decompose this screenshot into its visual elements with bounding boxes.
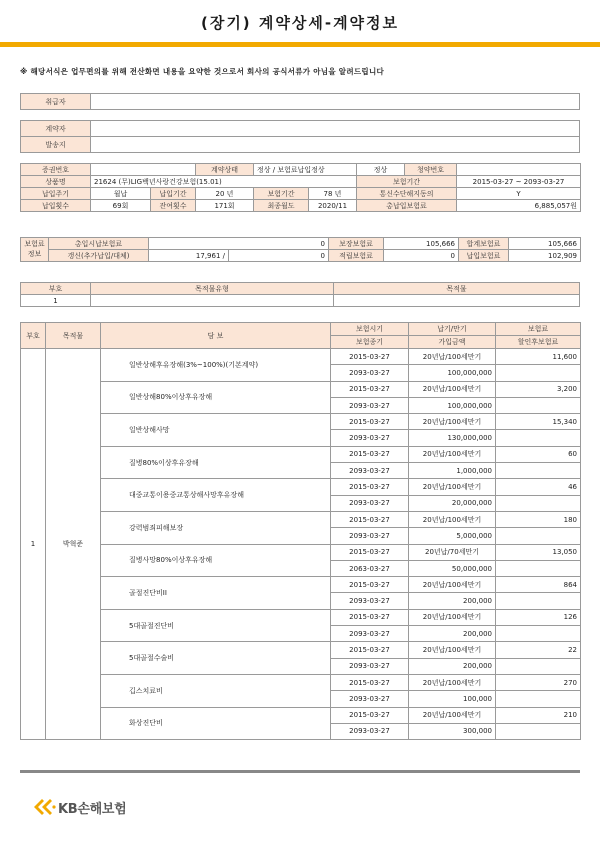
status-value: 정상 / 보험료납입정상 bbox=[254, 164, 357, 176]
disclaimer-notice: ※ 해당서식은 업무편의를 위해 전산화면 내용을 요약한 것으로서 회사의 공식서류가 아님을 알려드립니다 bbox=[20, 67, 385, 76]
coverage-term: 20년납/100세만기 bbox=[409, 479, 496, 495]
coverage-premium: 180 bbox=[496, 511, 581, 527]
coverage-term: 20년납/100세만기 bbox=[409, 349, 496, 365]
first-premium-value: 0 bbox=[149, 238, 329, 250]
coverage-term: 20년납/100세만기 bbox=[409, 642, 496, 658]
purpose-col-type: 목적물유형 bbox=[91, 283, 334, 295]
coverage-end: 2063-03-27 bbox=[331, 560, 409, 576]
coverage-row bbox=[21, 577, 581, 593]
coverage-row bbox=[21, 511, 581, 527]
coverage-premium: 60 bbox=[496, 446, 581, 462]
coverage-discount bbox=[496, 495, 581, 511]
coverage-amount: 5,000,000 bbox=[409, 528, 496, 544]
product-label: 상품명 bbox=[21, 176, 91, 188]
coverage-row bbox=[21, 707, 581, 723]
coverage-amount: 100,000,000 bbox=[409, 365, 496, 381]
coverage-amount: 200,000 bbox=[409, 593, 496, 609]
comm-consent-label: 통신수단해지동의 bbox=[357, 188, 457, 200]
pay-period-label: 납입기간 bbox=[151, 188, 196, 200]
coverage-start: 2015-03-27 bbox=[331, 544, 409, 560]
coverage-start: 2015-03-27 bbox=[331, 609, 409, 625]
parties-table bbox=[20, 120, 580, 153]
coverage-term: 20년납/100세만기 bbox=[409, 381, 496, 397]
col-premium: 보험료 bbox=[496, 323, 581, 336]
coverage-row bbox=[21, 414, 581, 430]
status-label: 계약상태 bbox=[196, 164, 254, 176]
coverage-discount bbox=[496, 723, 581, 739]
pay-cycle-value: 월납 bbox=[91, 188, 151, 200]
purpose-row-target bbox=[334, 295, 580, 307]
renewal-value: 17,961 / bbox=[149, 250, 229, 262]
coverage-premium: 13,050 bbox=[496, 544, 581, 560]
coverage-discount bbox=[496, 430, 581, 446]
purpose-col-no: 부호 bbox=[21, 283, 91, 295]
purpose-row-type bbox=[91, 295, 334, 307]
coverage-row bbox=[21, 642, 581, 658]
coverage-discount bbox=[496, 560, 581, 576]
sender-value bbox=[91, 137, 580, 153]
sum-premium-value: 105,666 bbox=[509, 238, 581, 250]
coverage-name: 일반상해후유장해(3%~100%)(기본계약) bbox=[101, 349, 331, 382]
coverage-amount: 200,000 bbox=[409, 658, 496, 674]
coverage-amount: 200,000 bbox=[409, 626, 496, 642]
contractor-label: 계약자 bbox=[21, 121, 91, 137]
coverage-row bbox=[21, 609, 581, 625]
coverage-end: 2093-03-27 bbox=[331, 365, 409, 381]
paid-premium-label: 납입보험료 bbox=[459, 250, 509, 262]
coverage-table bbox=[20, 322, 581, 740]
coverage-premium: 210 bbox=[496, 707, 581, 723]
coverage-end: 2093-03-27 bbox=[331, 593, 409, 609]
coverage-premium: 11,600 bbox=[496, 349, 581, 365]
coverage-name: 강력범죄피해보장 bbox=[101, 511, 331, 544]
coverage-amount: 20,000,000 bbox=[409, 495, 496, 511]
coverage-amount: 100,000,000 bbox=[409, 397, 496, 413]
coverage-term: 20년납/100세만기 bbox=[409, 577, 496, 593]
policy-no-label: 증권번호 bbox=[21, 164, 91, 176]
sum-premium-label: 합계보험료 bbox=[459, 238, 509, 250]
pay-cycle-label: 납입주기 bbox=[21, 188, 91, 200]
coverage-start: 2015-03-27 bbox=[331, 511, 409, 527]
period-value: 2015-03-27 ~ 2093-03-27 bbox=[457, 176, 581, 188]
remain-value: 171회 bbox=[196, 200, 254, 212]
coverage-start: 2015-03-27 bbox=[331, 349, 409, 365]
subscription-no-label: 청약번호 bbox=[405, 164, 457, 176]
policy-no-value bbox=[91, 164, 196, 176]
coverage-target-name: 박혁준 bbox=[46, 349, 101, 740]
contractor-value bbox=[91, 121, 580, 137]
coverage-discount bbox=[496, 593, 581, 609]
coverage-term: 20년납/100세만기 bbox=[409, 609, 496, 625]
coverage-name: 일반상해사망 bbox=[101, 414, 331, 447]
ins-period-label: 보험기간 bbox=[254, 188, 309, 200]
coverage-name: 대중교통이용중교통상해사망후유장해 bbox=[101, 479, 331, 512]
coverage-term: 20년납/100세만기 bbox=[409, 674, 496, 690]
col-term: 납기/만기 bbox=[409, 323, 496, 336]
coverage-start: 2015-03-27 bbox=[331, 414, 409, 430]
page-title: (장기) 계약상세-계약정보 bbox=[200, 14, 400, 32]
coverage-discount bbox=[496, 397, 581, 413]
total-paid-label: 총납입보험료 bbox=[357, 200, 457, 212]
renewal-label: 갱신(추가납입/대체) bbox=[49, 250, 149, 262]
col-start: 보험시기 bbox=[331, 323, 409, 336]
coverage-discount bbox=[496, 463, 581, 479]
coverage-end: 2093-03-27 bbox=[331, 658, 409, 674]
coverage-discount bbox=[496, 691, 581, 707]
coverage-name: 깁스치료비 bbox=[101, 674, 331, 707]
coverage-discount bbox=[496, 528, 581, 544]
status-value-2: 정상 bbox=[357, 164, 405, 176]
coverage-amount: 1,000,000 bbox=[409, 463, 496, 479]
coverage-row bbox=[21, 479, 581, 495]
coverage-name: 5대골절진단비 bbox=[101, 609, 331, 642]
coverage-amount: 130,000,000 bbox=[409, 430, 496, 446]
coverage-end: 2093-03-27 bbox=[331, 723, 409, 739]
footer-divider bbox=[20, 770, 580, 773]
handler-value bbox=[91, 94, 580, 110]
coverage-amount: 300,000 bbox=[409, 723, 496, 739]
coverage-term: 20년납/100세만기 bbox=[409, 414, 496, 430]
coverage-end: 2093-03-27 bbox=[331, 495, 409, 511]
handler-label: 취급자 bbox=[21, 94, 91, 110]
reserve-premium-label: 적립보험료 bbox=[329, 250, 384, 262]
coverage-row bbox=[21, 674, 581, 690]
coverage-start: 2015-03-27 bbox=[331, 707, 409, 723]
coverage-premium: 270 bbox=[496, 674, 581, 690]
coverage-end: 2093-03-27 bbox=[331, 397, 409, 413]
coverage-target-no: 1 bbox=[21, 349, 46, 740]
kb-star-icon bbox=[30, 797, 56, 817]
coverage-amount: 50,000,000 bbox=[409, 560, 496, 576]
contract-table bbox=[20, 163, 581, 212]
coverage-end: 2093-03-27 bbox=[331, 626, 409, 642]
last-month-value: 2020/11 bbox=[309, 200, 357, 212]
ins-period-value: 78 년 bbox=[309, 188, 357, 200]
first-premium-label: 총입시납보험료 bbox=[49, 238, 149, 250]
coverage-premium: 22 bbox=[496, 642, 581, 658]
coverage-term: 20년납/100세만기 bbox=[409, 511, 496, 527]
coverage-premium: 3,200 bbox=[496, 381, 581, 397]
renewal-value-2: 0 bbox=[229, 250, 329, 262]
coverage-start: 2015-03-27 bbox=[331, 381, 409, 397]
remain-label: 잔여횟수 bbox=[151, 200, 196, 212]
coverage-discount bbox=[496, 658, 581, 674]
coverage-start: 2015-03-27 bbox=[331, 642, 409, 658]
coverage-row bbox=[21, 446, 581, 462]
coverage-term: 20년납/70세만기 bbox=[409, 544, 496, 560]
purpose-col-target: 목적물 bbox=[334, 283, 580, 295]
purpose-row-no: 1 bbox=[21, 295, 91, 307]
coverage-end: 2093-03-27 bbox=[331, 463, 409, 479]
coverage-term: 20년납/100세만기 bbox=[409, 446, 496, 462]
comm-consent-value: Y bbox=[457, 188, 581, 200]
premium-table bbox=[20, 237, 581, 262]
coverage-end: 2093-03-27 bbox=[331, 691, 409, 707]
coverage-name: 화상진단비 bbox=[101, 707, 331, 740]
total-paid-value: 6,885,057원 bbox=[457, 200, 581, 212]
coverage-premium: 46 bbox=[496, 479, 581, 495]
logo-text: KB손해보험 bbox=[58, 801, 127, 817]
col-end: 보험종기 bbox=[331, 336, 409, 349]
premium-group-label: 보험료 정보 bbox=[21, 238, 49, 262]
coverage-term: 20년납/100세만기 bbox=[409, 707, 496, 723]
guarantee-premium-label: 보장보험료 bbox=[329, 238, 384, 250]
coverage-start: 2015-03-27 bbox=[331, 479, 409, 495]
col-no: 부호 bbox=[21, 323, 46, 349]
coverage-start: 2015-03-27 bbox=[331, 446, 409, 462]
coverage-name: 질병사망80%이상후유장해 bbox=[101, 544, 331, 577]
pay-count-value: 69회 bbox=[91, 200, 151, 212]
kb-logo bbox=[30, 797, 126, 817]
coverage-name: 질병80%이상후유장해 bbox=[101, 446, 331, 479]
sender-label: 발송지 bbox=[21, 137, 91, 153]
coverage-end: 2093-03-27 bbox=[331, 528, 409, 544]
coverage-end: 2093-03-27 bbox=[331, 430, 409, 446]
coverage-row bbox=[21, 349, 581, 365]
col-coverage: 담 보 bbox=[101, 323, 331, 349]
coverage-name: 일반상해80%이상후유장해 bbox=[101, 381, 331, 414]
coverage-name: 골절진단비II bbox=[101, 577, 331, 610]
paid-premium-value: 102,909 bbox=[509, 250, 581, 262]
coverage-start: 2015-03-27 bbox=[331, 674, 409, 690]
coverage-discount bbox=[496, 365, 581, 381]
coverage-amount: 100,000 bbox=[409, 691, 496, 707]
handler-table bbox=[20, 93, 580, 110]
coverage-name: 5대골절수술비 bbox=[101, 642, 331, 675]
coverage-discount bbox=[496, 626, 581, 642]
purpose-table bbox=[20, 282, 580, 307]
product-value: 21624 (무)LIG백년사랑건강보험(15.01) bbox=[91, 176, 357, 188]
title-divider bbox=[0, 42, 600, 47]
col-amount: 가입금액 bbox=[409, 336, 496, 349]
coverage-row bbox=[21, 544, 581, 560]
pay-count-label: 납입횟수 bbox=[21, 200, 91, 212]
coverage-row bbox=[21, 381, 581, 397]
reserve-premium-value: 0 bbox=[384, 250, 459, 262]
coverage-premium: 15,340 bbox=[496, 414, 581, 430]
coverage-premium: 864 bbox=[496, 577, 581, 593]
period-label: 보험기간 bbox=[357, 176, 457, 188]
last-month-label: 최종월도 bbox=[254, 200, 309, 212]
pay-period-value: 20 년 bbox=[196, 188, 254, 200]
col-target: 목적물 bbox=[46, 323, 101, 349]
col-discount: 할인후보험료 bbox=[496, 336, 581, 349]
coverage-start: 2015-03-27 bbox=[331, 577, 409, 593]
coverage-premium: 126 bbox=[496, 609, 581, 625]
guarantee-premium-value: 105,666 bbox=[384, 238, 459, 250]
subscription-no-value bbox=[457, 164, 581, 176]
